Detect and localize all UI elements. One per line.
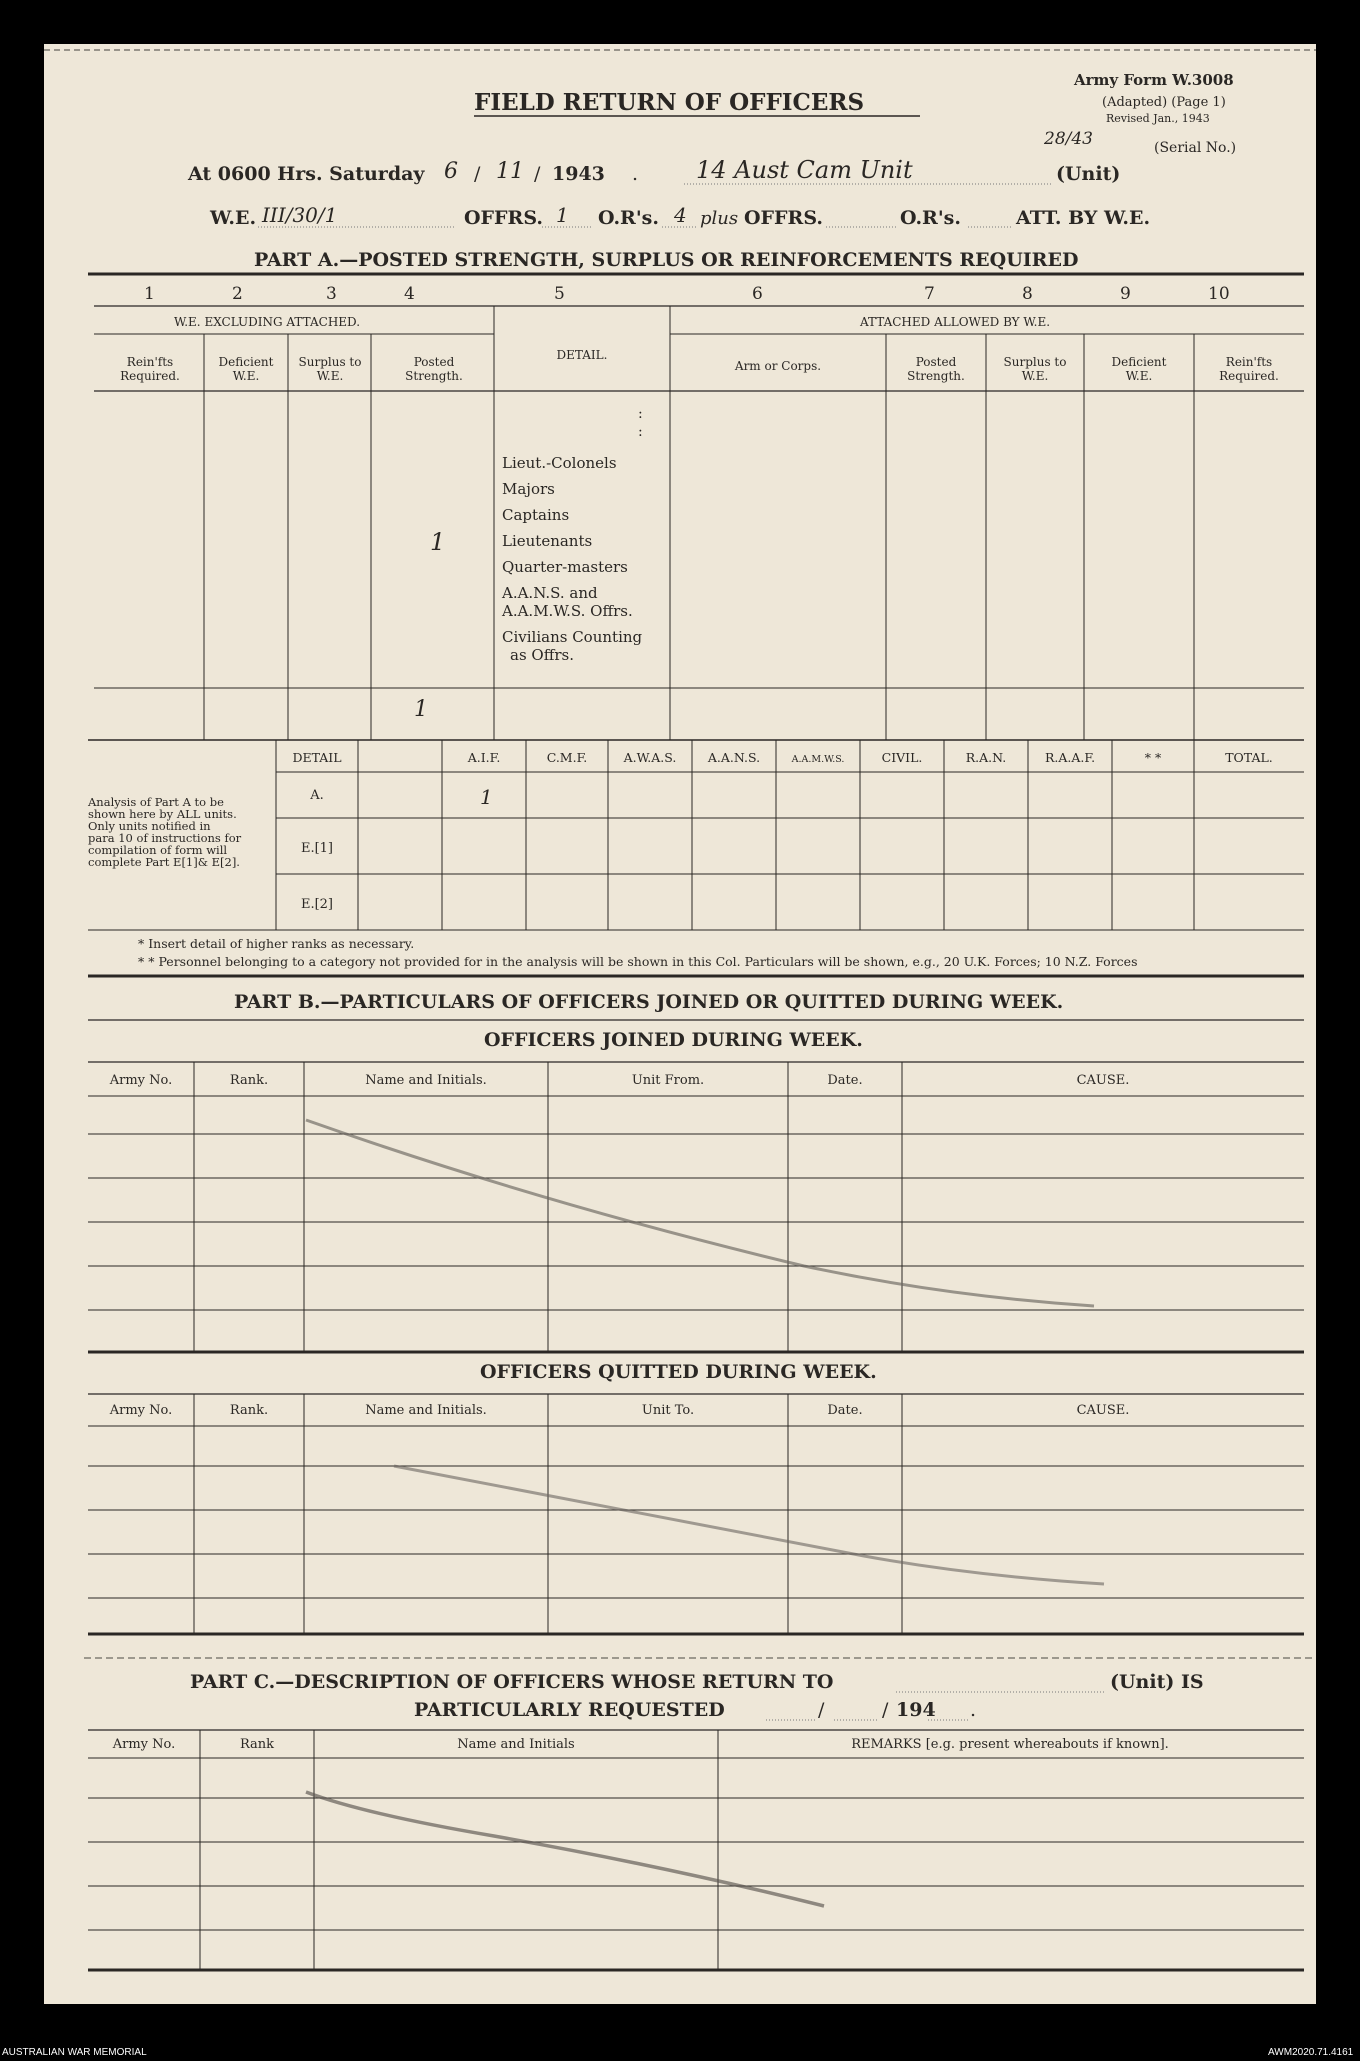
svg-text:complete Part E[1]& E[2].: complete Part E[1]& E[2].	[88, 855, 240, 869]
group-attached-allowed: ATTACHED ALLOWED BY W.E.	[860, 315, 1051, 329]
detail-lieut-colonels: Lieut.-Colonels	[502, 454, 617, 472]
footnote-higher-ranks: * Insert detail of higher ranks as necessary.	[138, 936, 415, 951]
date-month: 11	[496, 159, 524, 184]
joined-col-rank: Rank.	[229, 1073, 269, 1088]
col8-header: Surplus to	[1003, 355, 1067, 369]
form-revised: Revised Jan., 1943	[1106, 112, 1210, 125]
plus-ors-label: O.R's.	[900, 207, 961, 229]
part-a-column-headers	[120, 348, 1279, 383]
detail-lieutenants: Lieutenants	[502, 532, 593, 550]
part-c-col-rank: Rank	[239, 1737, 275, 1752]
ors-value: 4	[674, 203, 687, 227]
quitted-col-name: Name and Initials.	[365, 1403, 487, 1418]
quitted-col-rank: Rank.	[229, 1403, 269, 1418]
svg-text::: :	[638, 424, 643, 440]
analysis-header: C.M.F.	[546, 750, 588, 765]
detail-aans: A.A.N.S. and	[502, 584, 598, 602]
svg-text:Only units notified in: Only units notified in	[88, 819, 211, 833]
svg-text:para 10 of instructions for: para 10 of instructions for	[88, 831, 242, 845]
col-number: 9	[1120, 284, 1131, 304]
analysis-row-e1: E.[1]	[300, 841, 334, 856]
att-by-we-label: ATT. BY W.E.	[1016, 207, 1151, 229]
col-number: 3	[326, 284, 337, 304]
unit-label: (Unit)	[1056, 163, 1121, 185]
analysis-header: R.A.A.F.	[1044, 750, 1096, 765]
part-c-col-name: Name and Initials	[457, 1737, 575, 1752]
offrs-value: 1	[556, 203, 569, 227]
svg-text:.: .	[632, 163, 639, 185]
col-number: 4	[404, 284, 415, 304]
col-number: 10	[1208, 284, 1230, 304]
part-c-cancel-stroke	[306, 1792, 824, 1906]
date-year: 1943	[552, 163, 605, 185]
posted-total-value: 1	[414, 697, 428, 722]
form-drawing	[44, 44, 1316, 2004]
detail-civilians-cont: as Offrs.	[510, 646, 574, 664]
form-adapted: (Adapted) (Page 1)	[1102, 95, 1226, 110]
we-value: III/30/1	[262, 203, 338, 227]
col-number: 2	[232, 284, 243, 304]
part-c-title-line1: PART C.—DESCRIPTION OF OFFICERS WHOSE RETURN TO	[190, 1671, 834, 1693]
col-number: 8	[1022, 284, 1033, 304]
analysis-rows	[301, 788, 333, 912]
svg-text:/: /	[882, 1699, 889, 1721]
analysis-header: * *	[1144, 750, 1162, 765]
svg-text:/: /	[534, 163, 541, 185]
col8-header: W.E.	[1021, 369, 1049, 383]
serial-number-value: 28/43	[1044, 129, 1093, 149]
svg-text:Analysis of Part A to be: Analysis of Part A to be	[88, 795, 224, 809]
joined-col-cause: CAUSE.	[1076, 1073, 1130, 1088]
col4-header: Strength.	[405, 369, 463, 383]
col5-header: DETAIL.	[556, 348, 608, 362]
svg-text:shown here by ALL units.: shown here by ALL units.	[88, 807, 237, 821]
analysis-header: DETAIL	[292, 750, 342, 765]
col-number: 7	[924, 284, 935, 304]
quitted-col-army-no: Army No.	[109, 1403, 173, 1418]
quitted-col-unit-to: Unit To.	[641, 1403, 695, 1418]
col1-header: Rein'fts	[126, 355, 174, 369]
analysis-header: TOTAL.	[1225, 750, 1273, 765]
analysis-header: R.A.N.	[965, 750, 1007, 765]
date-day: 6	[444, 159, 458, 184]
col2-header: W.E.	[232, 369, 260, 383]
detail-quarter-masters: Quarter-masters	[502, 558, 628, 576]
group-we-excluding-attached: W.E. EXCLUDING ATTACHED.	[174, 315, 361, 329]
col3-header: Surplus to	[298, 355, 362, 369]
part-c-col-army-no: Army No.	[112, 1737, 176, 1752]
detail-civilians: Civilians Counting	[502, 628, 643, 646]
col-number: 5	[554, 284, 565, 304]
svg-text::: :	[638, 406, 643, 422]
col-number: 1	[144, 284, 155, 304]
quitted-col-cause: CAUSE.	[1076, 1403, 1130, 1418]
footer-right: AWM2020.71.4161	[1268, 2047, 1354, 2058]
posted-lieutenants-value: 1	[430, 528, 446, 556]
quitted-col-date: Date.	[827, 1403, 863, 1418]
form-number: Army Form W.3008	[1074, 71, 1234, 89]
part-c-headers	[112, 1737, 1169, 1752]
analysis-row-e2: E.[2]	[300, 897, 334, 912]
svg-text:/: /	[818, 1699, 825, 1721]
svg-text:/: /	[474, 163, 481, 185]
unit-value: 14 Aust Cam Unit	[696, 156, 913, 184]
analysis-aif-a-value: 1	[480, 785, 493, 809]
part-a-title: PART A.—POSTED STRENGTH, SURPLUS OR REINFORCEMENTS REQUIRED	[254, 249, 1079, 271]
svg-text:compilation of form will: compilation of form will	[88, 843, 228, 857]
detail-aamws: A.A.M.W.S. Offrs.	[502, 602, 633, 620]
part-c-title-line2: PARTICULARLY REQUESTED	[414, 1699, 725, 1721]
footer-left: AUSTRALIAN WAR MEMORIAL	[2, 2047, 147, 2058]
part-b-title: PART B.—PARTICULARS OF OFFICERS JOINED OR QUITTED DURING WEEK.	[234, 991, 1064, 1013]
analysis-header: A.A.N.S.	[707, 750, 761, 765]
part-a-column-numbers	[144, 284, 1230, 304]
col2-header: Deficient	[218, 355, 274, 369]
part-c-year: 194	[896, 1699, 936, 1721]
joined-headers	[109, 1073, 1130, 1088]
joined-col-army-no: Army No.	[109, 1073, 173, 1088]
joined-cancel-stroke	[306, 1120, 1094, 1306]
col7-header: Posted	[915, 355, 957, 369]
analysis-header: A.A.M.W.S.	[791, 754, 845, 765]
form-title: FIELD RETURN OF OFFICERS	[474, 89, 865, 116]
analysis-row-a: A.	[310, 788, 324, 803]
analysis-header: A.I.F.	[467, 750, 501, 765]
offrs-label: OFFRS.	[464, 207, 543, 229]
col-number: 6	[752, 284, 763, 304]
ors-label: O.R's.	[598, 207, 659, 229]
analysis-header: CIVIL.	[881, 750, 923, 765]
quitted-cancel-stroke	[394, 1466, 1104, 1584]
part-c-col-remarks: REMARKS [e.g. present whereabouts if known].	[851, 1737, 1169, 1752]
col9-header: Deficient	[1111, 355, 1167, 369]
joined-col-unit-from: Unit From.	[631, 1073, 705, 1088]
quitted-headers	[109, 1403, 1130, 1418]
at-hours-label: At 0600 Hrs. Saturday	[188, 163, 425, 185]
quitted-title: OFFICERS QUITTED DURING WEEK.	[480, 1361, 877, 1383]
col6-header: Arm or Corps.	[734, 359, 822, 373]
serial-label: (Serial No.)	[1154, 140, 1237, 156]
col1-header: Required.	[120, 369, 180, 383]
col4-header: Posted	[413, 355, 455, 369]
col3-header: W.E.	[316, 369, 344, 383]
svg-text:.: .	[970, 1699, 977, 1721]
analysis-note	[87, 795, 242, 869]
plus-label: plus	[700, 208, 739, 229]
detail-majors: Majors	[502, 480, 555, 498]
col9-header: W.E.	[1125, 369, 1153, 383]
form-sheet	[44, 44, 1316, 2004]
we-label: W.E.	[210, 207, 257, 229]
col7-header: Strength.	[907, 369, 965, 383]
analysis-headers	[292, 750, 1272, 765]
col10-header: Required.	[1219, 369, 1279, 383]
col10-header: Rein'fts	[1225, 355, 1273, 369]
part-a-detail-list	[501, 454, 643, 664]
joined-col-name: Name and Initials.	[365, 1073, 487, 1088]
detail-captains: Captains	[502, 506, 570, 524]
analysis-header: A.W.A.S.	[623, 750, 677, 765]
joined-col-date: Date.	[827, 1073, 863, 1088]
plus-offrs-label: OFFRS.	[744, 207, 823, 229]
part-c-unit-is: (Unit) IS	[1110, 1671, 1204, 1693]
joined-title: OFFICERS JOINED DURING WEEK.	[484, 1029, 863, 1051]
footnote-other-category: * * Personnel belonging to a category not provided for in the analysis will be shown in this Col. Particulars will be shown, e.g., 20 U.K. Forces; 10 N.Z. Forces	[138, 954, 1138, 969]
